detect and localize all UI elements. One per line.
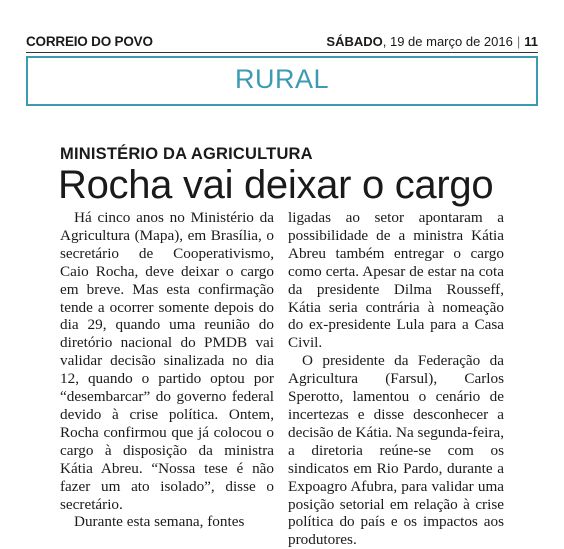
- paragraph-2-cont: ligadas ao setor apontaram a possibilidade de a ministra Kátia Abreu também entregar o cargo como certa. Apesar de estar na cota da presidente Dilma Rousseff, Kátia seria contrária à nomeação do ex-presidente Lula para a Casa Civil.: [288, 209, 504, 352]
- article-kicker: MINISTÉRIO DA AGRICULTURA: [60, 145, 313, 163]
- page-number: 11: [524, 34, 538, 49]
- weekday: SÁBADO: [326, 34, 383, 49]
- newspaper-name: CORREIO DO POVO: [26, 34, 153, 49]
- date: 19 de março de 2016: [389, 34, 513, 49]
- separator: |: [516, 34, 521, 49]
- paragraph-3: O presidente da Federação da Agricultura (Farsul), Carlos Sperotto, lamentou o cenário de incertezas e disse desconhecer a decisão de Kátia. Na segunda-feira, a diretoria reúne-se com os sindicatos em Rio Pardo, durante a Expoagro Afubra, para validar uma posição setorial em relação à crise política do país e os impactos aos produtores.: [288, 352, 504, 549]
- dateline: SÁBADO, 19 de março de 2016 | 11: [326, 34, 538, 49]
- page-header: [26, 32, 538, 52]
- header-rule: [26, 52, 538, 53]
- paragraph-1: Há cinco anos no Ministério da Agricultura (Mapa), em Brasília, o secretário de Cooperativismo, Caio Rocha, deve deixar o cargo em breve. Mas esta confirmação tende a ocorrer somente depois do dia 29, quando uma reunião do diretório nacional do PMDB vai validar decisão sinalizada no dia 12, quando o partido optou por “desembarcar” do governo federal devido à crise política. Ontem, Rocha confirmou que já colocou o cargo à disposição da ministra Kátia Abreu. “Nossa tese é não fazer um ato isolado”, disse o secretário.: [60, 209, 274, 513]
- paragraph-2-start: Durante esta semana, fontes: [74, 513, 245, 531]
- section-title: RURAL: [234, 64, 330, 94]
- article-headline: Rocha vai deixar o cargo: [58, 163, 494, 207]
- article-column-left: [60, 209, 274, 531]
- article-column-right: [288, 209, 504, 549]
